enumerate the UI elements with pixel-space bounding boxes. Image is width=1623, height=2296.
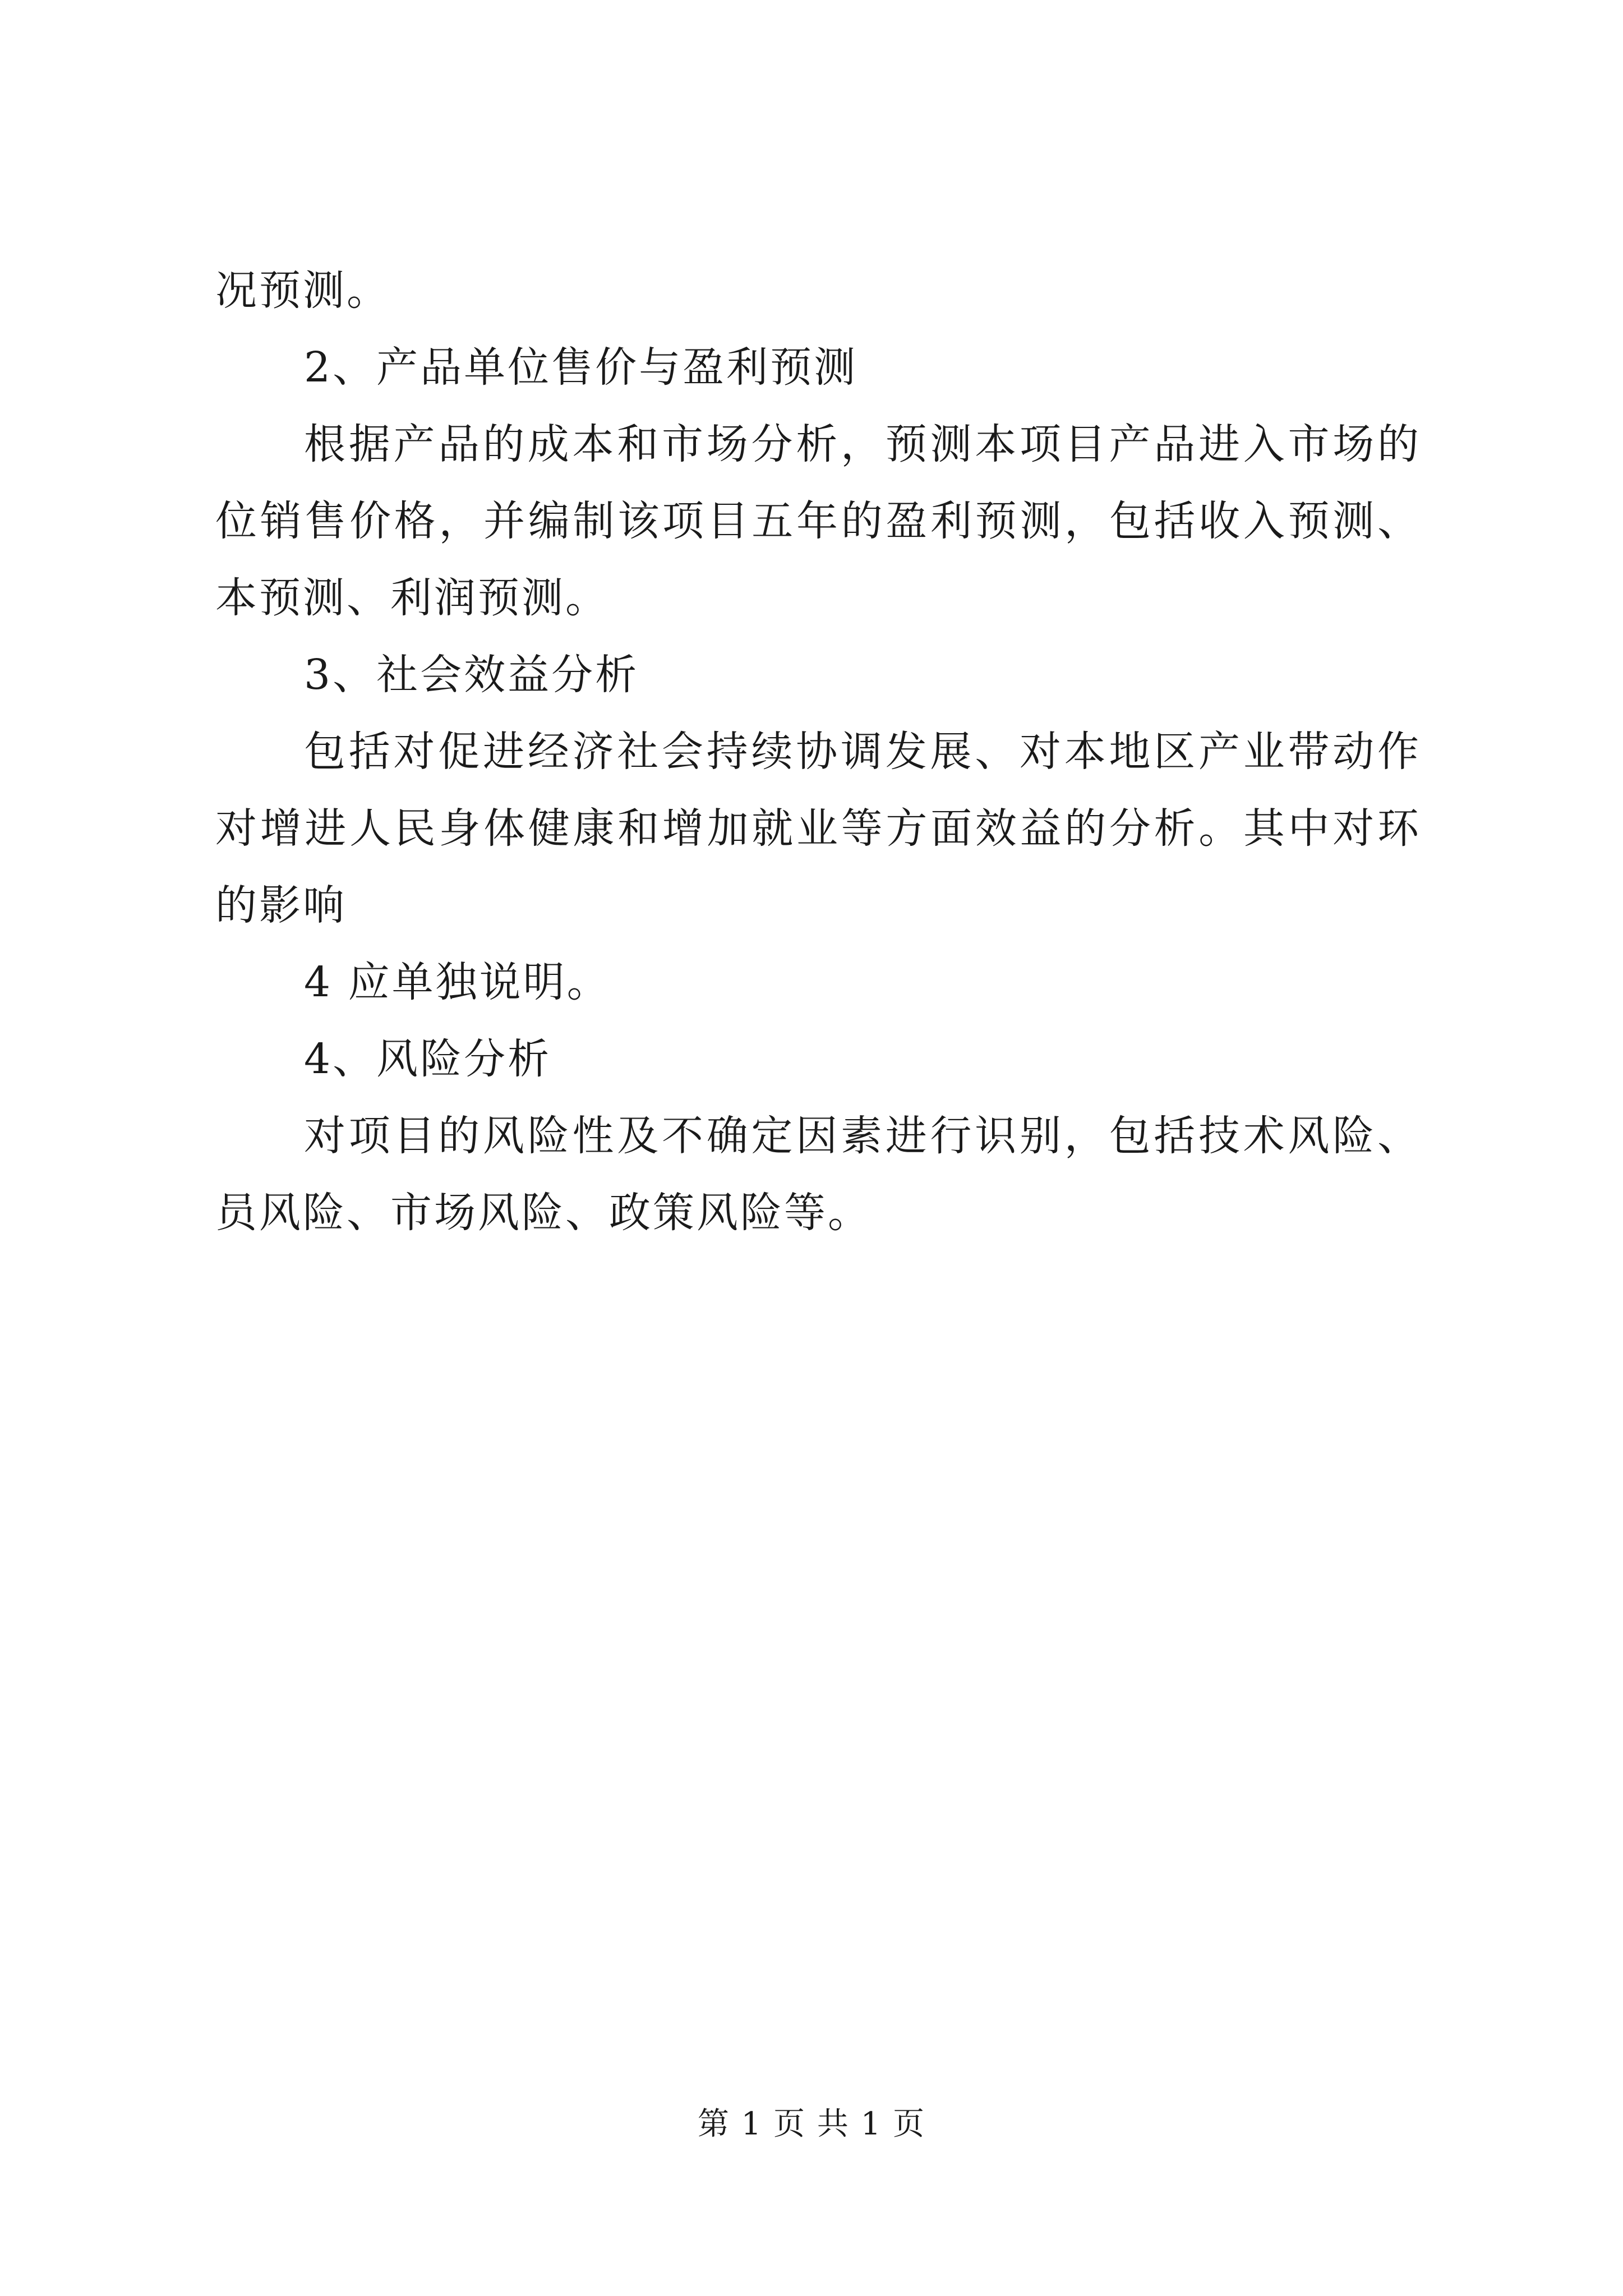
text-line: 包括对促进经济社会持续协调发展、对本地区产业带动作 bbox=[304, 728, 1421, 776]
text-line: 对增进人民身体健康和增加就业等方面效益的分析。其中对环 bbox=[215, 804, 1421, 853]
page-footer: 第 1 页 共 1 页 bbox=[697, 2106, 926, 2142]
section-heading-3: 3、社会效益分析 bbox=[304, 651, 639, 699]
text-line: 况预测。 bbox=[215, 266, 390, 315]
text-line: 4 应单独说明。 bbox=[304, 958, 611, 1006]
text-line: 位销售价格，并编制该项目五年的盈利预测，包括收入预测、 bbox=[215, 497, 1421, 545]
text-line: 本预测、利润预测。 bbox=[215, 574, 609, 622]
text-line: 员风险、市场风险、政策风险等。 bbox=[215, 1189, 872, 1237]
text-line: 根据产品的成本和市场分析，预测本项目产品进入市场的 bbox=[304, 420, 1421, 468]
text-line: 的影响 bbox=[215, 881, 347, 930]
document-body bbox=[215, 252, 1421, 1251]
section-heading-2: 2、产品单位售价与盈利预测 bbox=[304, 343, 858, 392]
section-heading-4: 4、风险分析 bbox=[304, 1035, 552, 1083]
text-line: 对项目的风险性及不确定因素进行识别，包括技术风险、 bbox=[304, 1112, 1421, 1160]
